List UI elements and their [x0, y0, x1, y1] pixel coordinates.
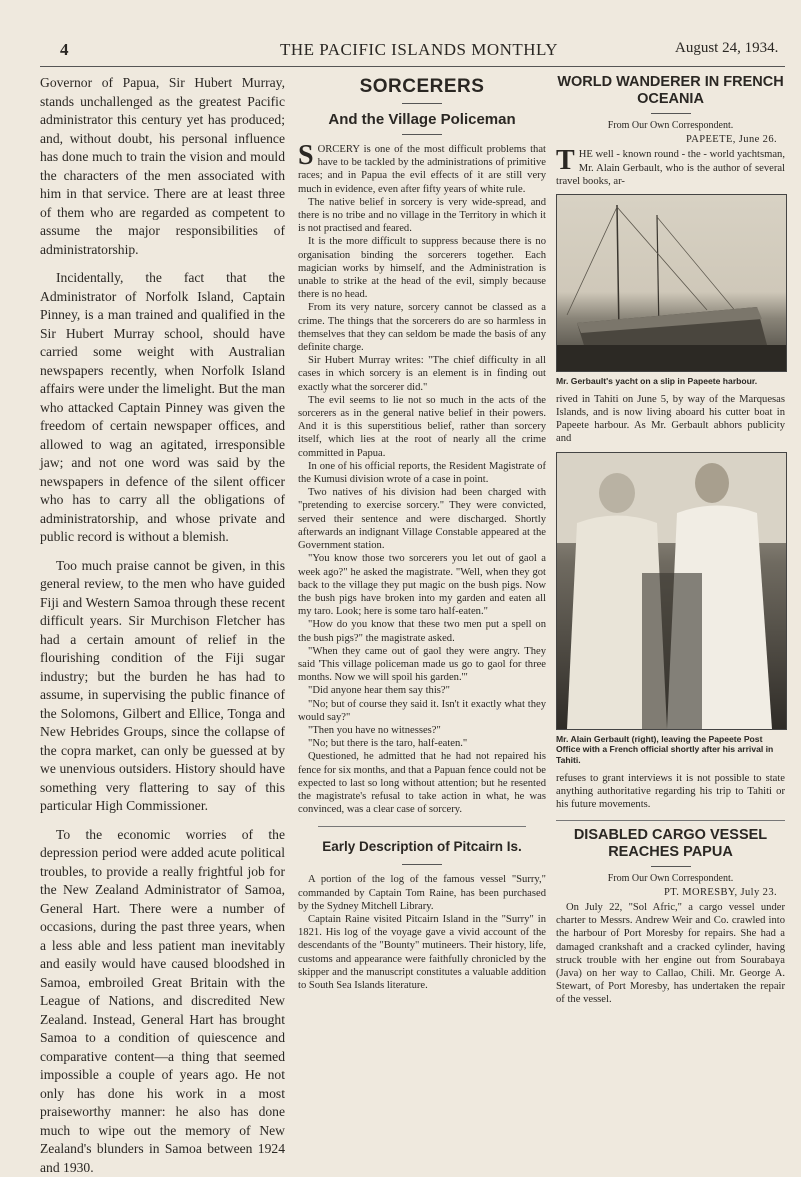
article-paragraph: The native belief in sorcery is very wide-spread, and there is no tribe and no village in the Territory in which it is not practised and feared.: [298, 196, 546, 236]
cargo-byline: From Our Own Correspondent.: [556, 872, 785, 885]
drop-cap: S: [298, 144, 314, 167]
article-paragraph: "Then you have no witnesses?": [298, 724, 546, 737]
lead-text: HE well - known round - the - world yachtsman, Mr. Alain Gerbault, who is the author of several travel books, ar-: [556, 149, 785, 186]
yacht-photo-caption: Mr. Gerbault's yacht on a slip in Papeete harbour.: [556, 376, 785, 387]
kicker-rule: [402, 103, 442, 104]
wanderer-byline: From Our Own Correspondent.: [556, 119, 785, 132]
drop-cap: T: [556, 149, 575, 172]
article-paragraph: refuses to grant interviews it is not possible to state anything authoritative regarding his trip to Tahiti or his future movements.: [556, 772, 785, 812]
masthead: THE PACIFIC ISLANDS MONTHLY: [280, 40, 558, 60]
article-paragraph: Questioned, he admitted that he had not repaired his fence for six months, and that a Papuan fence could not be expected to last so long without attention; but he resented the magistrate's refusal to take action in what, he was convinced, was a clear case of sorcery.: [298, 750, 546, 816]
gerbault-illustration: [557, 453, 786, 729]
cargo-headline: DISABLED CARGO VESSEL REACHES PAPUA: [556, 827, 785, 861]
wanderer-rule: [651, 113, 691, 114]
wanderer-column: [556, 74, 785, 1049]
page-number: 4: [60, 40, 69, 60]
editorial-paragraph: Incidentally, the fact that the Administrator of Norfolk Island, Captain Pinney, is a man trained and qualified in the Sir Hubert Murray school, should have carried some weight with Australian newspapers recently, when Norfolk Island affairs were under the limelight. But the man who attacked Captain Pinney was given the freedom of certain newspaper offices, and allowed to wag an agitated, irresponsible jaw; and not one word was said by the newspapers in defence of the silent officer who has to carry all the obligations of administratorship, and whose private and public record is without a blemish.: [40, 269, 285, 547]
yacht-photo: [556, 194, 787, 372]
gerbault-photo-caption: Mr. Alain Gerbault (right), leaving the Papeete Post Office with a French official shortly after his arrival in Tahiti.: [556, 734, 785, 766]
editorial-paragraph: To the economic worries of the depression period were added acute political troubles, to provide a really frightful job for the New Zealand Administrator of Samoa, General Hart. There were a number of occasions, during the past three years, when a less able and less patient man inevitably and easily would have caused bloodshed in Samoa, embroiled Great Britain with the League of Nations, and discredited New Zealand. Instead, General Hart has brought Samoa to a condition of quiescence and comparative content—a thing that seemed impossible a couple of years ago. He not only has done his work in a most praiseworthy manner: he also has done much to wipe out the memory of New Zealand's blunders in Samoa between 1924 and 1930.: [40, 826, 285, 1177]
sorcerers-kicker: SORCERERS: [298, 76, 546, 98]
article-divider: [556, 820, 785, 821]
article-divider: [318, 826, 526, 827]
issue-date: August 24, 1934.: [675, 40, 778, 57]
article-paragraph: A portion of the log of the famous vessel "Surry," commanded by Captain Tom Raine, has been purchased by the Sydney Mitchell Library.: [298, 873, 546, 913]
article-paragraph: The evil seems to lie not so much in the acts of the sorcerers as in the general native belief in their powers. And it is this superstitious belief, rather than sorcery itself, which lies at the root of nearly all the crime committed in Papua.: [298, 394, 546, 460]
sorcerers-lead-paragraph: [298, 143, 546, 196]
cargo-rule: [651, 866, 691, 867]
article-paragraph: "Did anyone hear them say this?": [298, 684, 546, 697]
article-paragraph: "No; but there is the taro, half-eaten.": [298, 737, 546, 750]
gerbault-photo: [556, 452, 787, 730]
article-paragraph: On July 22, "Sol Afric," a cargo vessel under charter to Messrs. Andrew Weir and Co. crawled into the harbour of Port Moresby for repairs. She had a damaged crankshaft and a cracked cylinder, having struck trouble with her engine out from Sourabaya (Java) on her way to Callao, Chili. Mr. George A. Stewart, of Port Moresby, has undertaken the repair of the vessel.: [556, 901, 785, 1007]
article-paragraph: Sir Hubert Murray writes: "The chief difficulty in all cases in which sorcery is an element is in finding out exactly what the sorcerer did.": [298, 354, 546, 394]
editorial-column: [40, 74, 285, 1049]
wanderer-dateline: PAPEETE, June 26.: [556, 133, 777, 146]
article-paragraph: From its very nature, sorcery cannot be classed as a crime. The things that the sorcerers do are so harmless in themselves that they can seldom be made the basis of any definite charge.: [298, 301, 546, 354]
article-paragraph: It is the more difficult to suppress because there is no organisation binding the sorcerers together. Each magician works by himself, and the Administration is unable to strike at the head of the evil, simply because there is no head.: [298, 235, 546, 301]
header-rule: [40, 66, 785, 67]
article-paragraph: rived in Tahiti on June 5, by way of the Marquesas Islands, and is now living aboard his cutter boat in Papeete harbour. As Mr. Gerbault abhors publicity and: [556, 393, 785, 446]
yacht-illustration: [557, 195, 786, 371]
article-paragraph: In one of his official reports, the Resident Magistrate of the Kumusi division wrote of a case in point.: [298, 460, 546, 486]
pitcairn-rule: [402, 864, 442, 865]
article-paragraph: Two natives of his division had been charged with "pretending to exercise sorcery." They were convicted, served their sentence and were discharged. Shortly afterwards an indignant Village Constable appeared at the Government station.: [298, 486, 546, 552]
pitcairn-headline: Early Description of Pitcairn Is.: [298, 837, 546, 856]
sorcerers-headline: And the Village Policeman: [298, 110, 546, 129]
cargo-dateline: PT. MORESBY, July 23.: [556, 886, 777, 899]
headline-rule: [402, 134, 442, 135]
article-paragraph: "No; but of course they said it. Isn't it exactly what they would say?": [298, 698, 546, 724]
editorial-paragraph: Too much praise cannot be given, in this general review, to the men who have guided Fiji and Western Samoa through these recent difficult years. Sir Murchison Fletcher has had a certain amount of relief in the flourishing condition of the Fiji sugar industry; but the burden he has had to assume, in supervising the public finance of the Solomons, Gilbert and Ellice, Tonga and New Hebrides Groups, since the collapse of the copra market, can only be guessed at by we unenvious outsiders. History should have something very flattering to say of this particular High Commissioner.: [40, 557, 285, 816]
lead-text: ORCERY is one of the most difficult problems that have to be tackled by the administrations of primitive races; and in Papua the evil effects of it are still very much in evidence, even after fifty years of white rule.: [298, 144, 546, 195]
article-paragraph: Captain Raine visited Pitcairn Island in the "Surry" in 1821. His log of the voyage gave a vivid account of the descendants of the "Bounty" mutineers. Their history, life, customs and appearance were faithfully chronicled by the skipper and the manuscript constitutes a valuable addition to South Sea Islands literature.: [298, 913, 546, 992]
wanderer-headline: WORLD WANDERER IN FRENCH OCEANIA: [556, 74, 785, 108]
article-paragraph: "How do you know that these two men put a spell on the bush pigs?" the magistrate asked.: [298, 618, 546, 644]
editorial-paragraph: Governor of Papua, Sir Hubert Murray, stands unchallenged as the greatest Pacific administrator this century yet has produced; and, without doubt, his personal influence has done much to train the vision and mould the characters of the men associated with him in that service. There are at least three of them who are regarded as competent to assume the major responsibilities of administratorship.: [40, 74, 285, 259]
article-paragraph: "When they came out of gaol they were angry. They said 'This village policeman made us go to gaol for three months. Now we will spoil his garden.'": [298, 645, 546, 685]
page-header: [0, 40, 801, 64]
article-paragraph: "You know those two sorcerers you let out of gaol a week ago?" he asked the magistrate. "Well, when they got back to the village they put magic on the bush pigs. Now the bush pigs have broken into my garden and eaten all my taro. Look; here is some taro half-eaten.": [298, 552, 546, 618]
wanderer-lead-paragraph: [556, 148, 785, 188]
sorcerers-column: [298, 74, 546, 1049]
